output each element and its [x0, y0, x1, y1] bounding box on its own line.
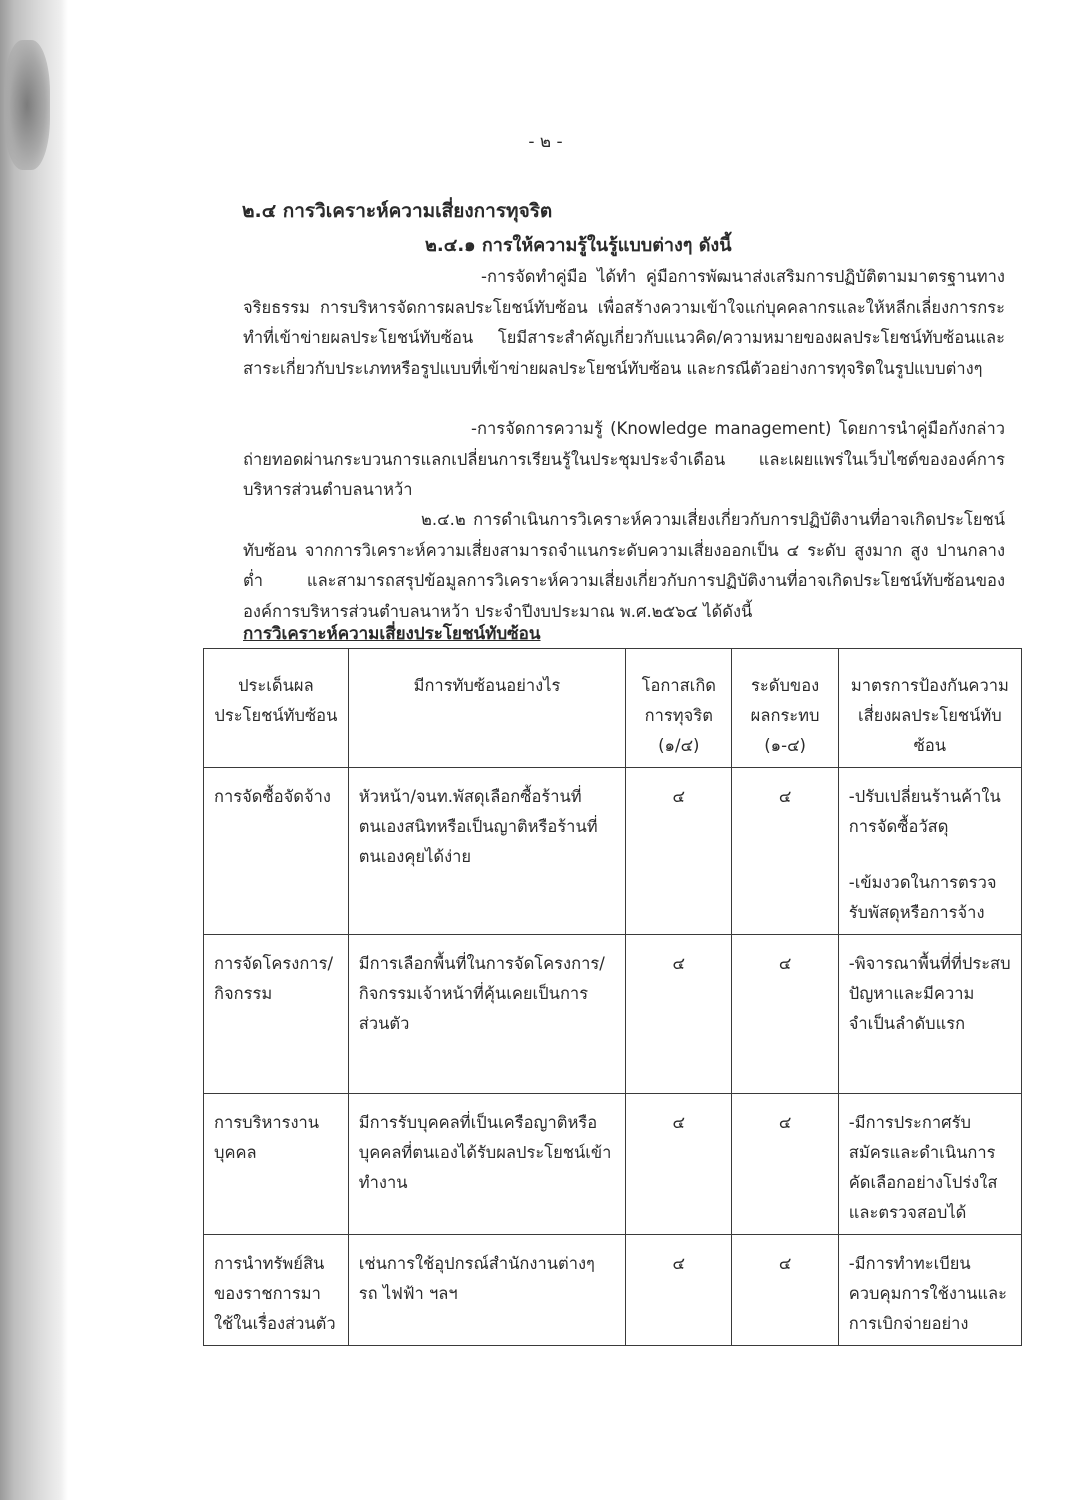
- row-chance: ๔: [626, 935, 732, 1094]
- measure-item: -มีการทำทะเบียนควบคุมการใช้งานและการเบิกจ่ายอย่าง: [848, 1254, 1008, 1333]
- table-row: [204, 1094, 1022, 1235]
- header-chance: โอกาสเกิดการทุจริต (๑/๔): [626, 649, 732, 768]
- header-how: มีการทับซ้อนอย่างไร: [348, 649, 625, 768]
- risk-table: [203, 648, 1022, 1346]
- page-number: - ๒ -: [528, 132, 563, 152]
- paragraph-manual: -การจัดทำคู่มือ ได้ทำ คู่มือการพัฒนาส่งเสริมการปฏิบัติตามมาตรฐานทางจริยธรรม การบริหารจัดการผลประโยชน์ทับซ้อน เพื่อสร้างความเข้าใจแก่บุคคลากรและให้หลีกเลี่ยงการกระทำที่เข้าข่ายผลประโยชน์ทับซ้อน โยมีสาระสำคัญเกี่ยวกับแนวคิด/ความหมายของผลประโยชน์ทับซ้อนและสาระเกี่ยวกับประเภทหรือรูปแบบที่เข้าข่ายผลประโยชน์ทับซ้อน และกรณีตัวอย่างการทุจริตในรูปแบบต่างๆ: [243, 267, 1005, 378]
- row-impact: ๔: [732, 935, 838, 1094]
- table-row: [204, 1235, 1022, 1346]
- section-heading: ๒.๔ การวิเคราะห์ความเสี่ยงการทุจริต: [242, 200, 553, 222]
- row-issue: การบริหารงานบุคคล: [204, 1094, 349, 1235]
- row-measures: [838, 768, 1021, 935]
- row-chance: ๔: [626, 1235, 732, 1346]
- measure-item: -เข้มงวดในการตรวจรับพัสดุหรือการจ้าง: [848, 873, 997, 922]
- paragraph-knowledge-management: -การจัดการความรู้ (Knowledge management) โดยการนำคู่มือกังกล่าวถ่ายทอดผ่านกระบวนการแลกเปลี่ยนการเรียนรู้ในประชุมประจำเดือน และเผยแพร่ในเว็บไซต์ขององค์การบริหารส่วนตำบลนาหว้า: [243, 419, 1005, 499]
- scan-shadow-edge: [0, 0, 68, 1500]
- row-chance: ๔: [626, 768, 732, 935]
- row-measures: [838, 1235, 1021, 1346]
- row-impact: ๔: [732, 1235, 838, 1346]
- table-row: [204, 935, 1022, 1094]
- table-row: [204, 768, 1022, 935]
- row-measures: [838, 935, 1021, 1094]
- measure-item: -ปรับเปลี่ยนร้านค้าในการจัดซื้อวัสดุ: [848, 787, 1001, 836]
- table-header-row: [204, 649, 1022, 768]
- subsection-heading: ๒.๔.๑ การให้ความรู้ในรู้แบบต่างๆ ดังนี้: [425, 235, 732, 256]
- row-how: มีการรับบุคคลที่เป็นเครือญาติหรือบุคคลที่ตนเองได้รับผลประโยชน์เข้าทำงาน: [348, 1094, 625, 1235]
- row-measures: [838, 1094, 1021, 1235]
- header-impact: ระดับของผลกระทบ (๑-๔): [732, 649, 838, 768]
- header-issue: ประเด็นผลประโยชน์ทับซ้อน: [204, 649, 349, 768]
- header-measures: มาตรการป้องกันความเสี่ยงผลประโยชน์ทับซ้อน: [838, 649, 1021, 768]
- measure-item: -พิจารณาพื้นที่ที่ประสบปัญหาและมีความจำเป็นลำดับแรก: [848, 954, 1011, 1033]
- row-impact: ๔: [732, 1094, 838, 1235]
- row-issue: การจัดโครงการ/กิจกรรม: [204, 935, 349, 1094]
- row-how: มีการเลือกพื้นที่ในการจัดโครงการ/กิจกรรมเจ้าหน้าที่คุ้นเคยเป็นการส่วนตัว: [348, 935, 625, 1094]
- measure-item: -มีการประกาศรับสมัครและดำเนินการคัดเลือกอย่างโปร่งใสและตรวจสอบได้: [848, 1113, 998, 1222]
- row-impact: ๔: [732, 768, 838, 935]
- table-caption: การวิเคราะห์ความเสี่ยงประโยชน์ทับซ้อน: [243, 624, 541, 644]
- row-issue: การจัดซื้อจัดจ้าง: [204, 768, 349, 935]
- row-chance: ๔: [626, 1094, 732, 1235]
- row-issue: การนำทรัพย์สินของราชการมาใช้ในเรื่องส่วนตัว: [204, 1235, 349, 1346]
- row-how: เช่นการใช้อุปกรณ์สำนักงานต่างๆ รถ ไฟฟ้า ฯลฯ: [348, 1235, 625, 1346]
- paragraph-risk-analysis: ๒.๔.๒ การดำเนินการวิเคราะห์ความเสี่ยงเกี่ยวกับการปฏิบัติงานที่อาจเกิดประโยชน์ทับซ้อน จากการวิเคราะห์ความเสี่ยงสามารถจำแนกระดับความเสี่ยงออกเป็น ๔ ระดับ สูงมาก สูง ปานกลาง ต่ำ และสามารถสรุปข้อมูลการวิเคราะห์ความเสี่ยงเกี่ยวกับการปฏิบัติงานที่อาจเกิดประโยชน์ทับซ้อนขององค์การบริหารส่วนตำบลนาหว้า ประจำปีงบประมาณ พ.ศ.๒๕๖๔ ได้ดังนี้: [243, 510, 1005, 621]
- row-how: หัวหน้า/จนท.พัสดุเลือกซื้อร้านที่ตนเองสนิทหรือเป็นญาติหรือร้านที่ตนเองคุยได้ง่าย: [348, 768, 625, 935]
